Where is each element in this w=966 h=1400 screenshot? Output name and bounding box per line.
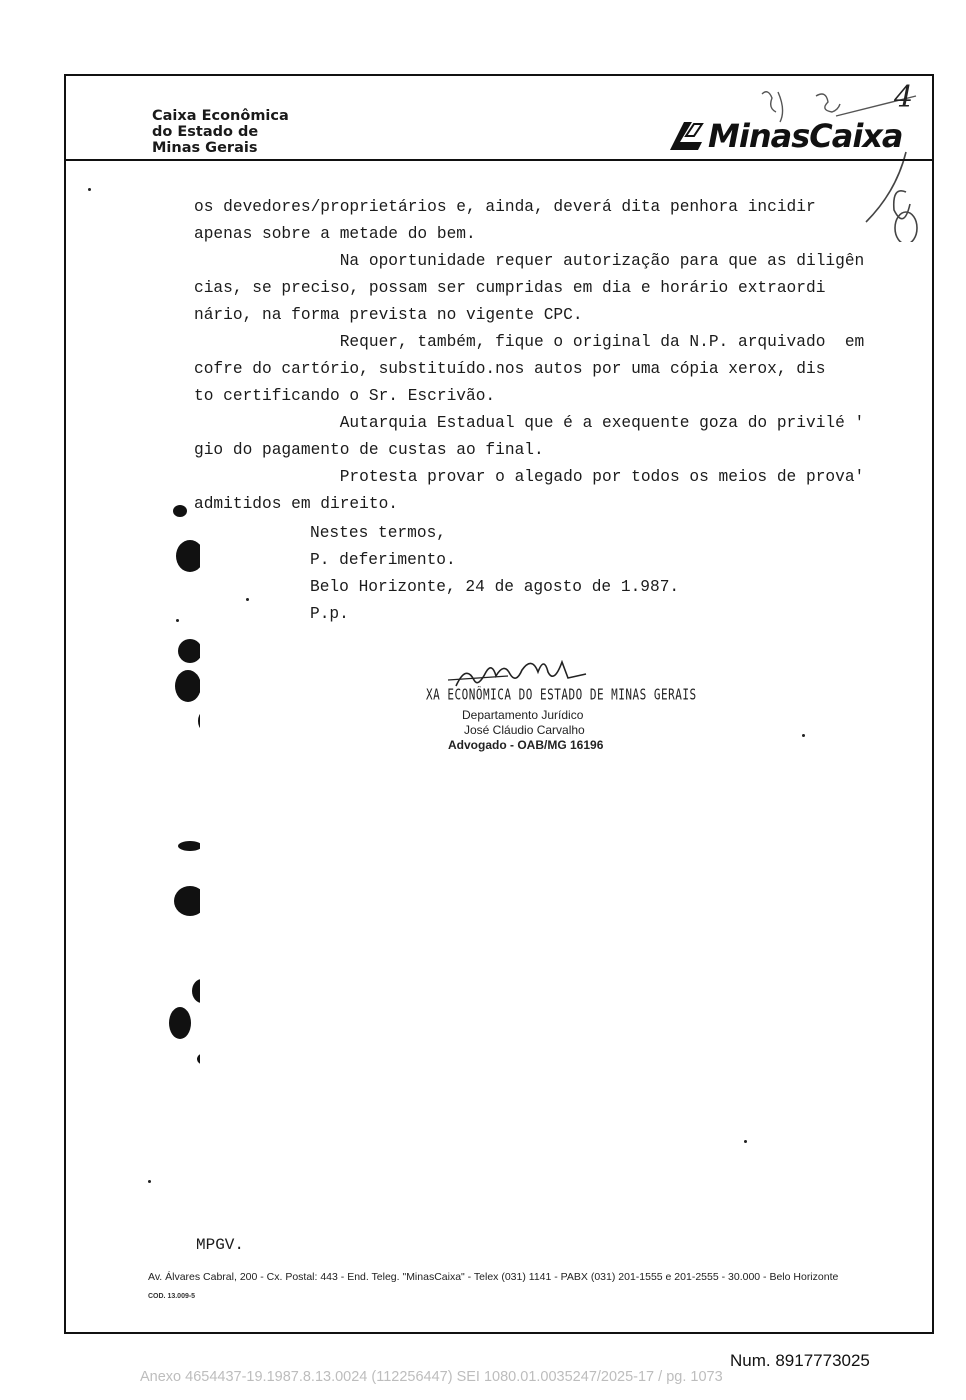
paper-speck bbox=[744, 1140, 747, 1143]
closing-line: P.p. bbox=[310, 605, 349, 623]
signer-title: Advogado - OAB/MG 16196 bbox=[448, 738, 604, 752]
issuer-line-2: do Estado de bbox=[152, 124, 259, 140]
body-line: Na oportunidade requer autorização para que as diligên bbox=[194, 252, 865, 270]
header-divider bbox=[66, 159, 932, 161]
brand-name: MinasCaixa bbox=[708, 117, 903, 155]
body-line: Protesta provar o alegado por todos os meios de prova' bbox=[194, 468, 865, 486]
stamp-organization: XA ECONÔMICA DO ESTADO DE MINAS GERAIS bbox=[426, 686, 697, 704]
signature-block bbox=[426, 660, 697, 752]
body-line: os devedores/proprietários e, ainda, deverá dita penhora incidir bbox=[194, 198, 816, 216]
paper-speck bbox=[176, 619, 179, 622]
binder-holes-icon bbox=[150, 491, 200, 1071]
body-line: cias, se preciso, possam ser cumpridas em dia e horário extraordi bbox=[194, 279, 826, 297]
annex-reference: Anexo 4654437-19.1987.8.13.0024 (112256447) SEI 1080.01.0035247/2025-17 / pg. 1073 bbox=[140, 1369, 723, 1385]
body-line: cofre do cartório, substituído.nos autos por uma cópia xerox, dis bbox=[194, 360, 826, 378]
body-line: to certificando o Sr. Escrivão. bbox=[194, 387, 496, 405]
paper-speck bbox=[802, 734, 805, 737]
closing-line: Belo Horizonte, 24 de agosto de 1.987. bbox=[310, 578, 680, 596]
paper-speck bbox=[88, 188, 91, 191]
body-line: admitidos em direito. bbox=[194, 495, 398, 513]
footer-address: Av. Álvares Cabral, 200 - Cx. Postal: 443 - End. Teleg. "MinasCaixa" - Telex (031) 1141 - PABX (031) 201-1555 e 201-2555 - 30.000 - Belo Horizonte bbox=[148, 1271, 839, 1283]
typist-initials: MPGV. bbox=[196, 1236, 245, 1254]
brand-mark-icon bbox=[668, 120, 706, 152]
form-code: COD. 13.009-5 bbox=[148, 1293, 196, 1300]
issuer-name bbox=[152, 108, 289, 156]
closing-line: P. deferimento. bbox=[310, 551, 456, 569]
body-line: Requer, também, fique o original da N.P. arquivado em bbox=[194, 333, 865, 351]
stamp-department: Departamento Jurídico bbox=[462, 708, 584, 722]
body-line: nário, na forma prevista no vigente CPC. bbox=[194, 306, 583, 324]
signer-name: José Cláudio Carvalho bbox=[464, 723, 585, 737]
issuer-line-3: Minas Gerais bbox=[152, 140, 258, 156]
body-line: Autarquia Estadual que é a exequente goza do privilé ' bbox=[194, 414, 865, 432]
body-line: apenas sobre a metade do bem. bbox=[194, 225, 476, 243]
body-line: gio do pagamento de custas ao final. bbox=[194, 441, 544, 459]
document-number: Num. 8917773025 bbox=[730, 1351, 870, 1370]
document-sheet bbox=[64, 74, 934, 1334]
closing-line: Nestes termos, bbox=[310, 524, 446, 542]
paper-speck bbox=[246, 598, 249, 601]
closing-block bbox=[310, 520, 679, 628]
folio-number: 4 bbox=[894, 80, 914, 115]
paper-speck bbox=[148, 1180, 151, 1183]
petition-body bbox=[194, 194, 894, 518]
issuer-line-1: Caixa Econômica bbox=[152, 108, 289, 124]
